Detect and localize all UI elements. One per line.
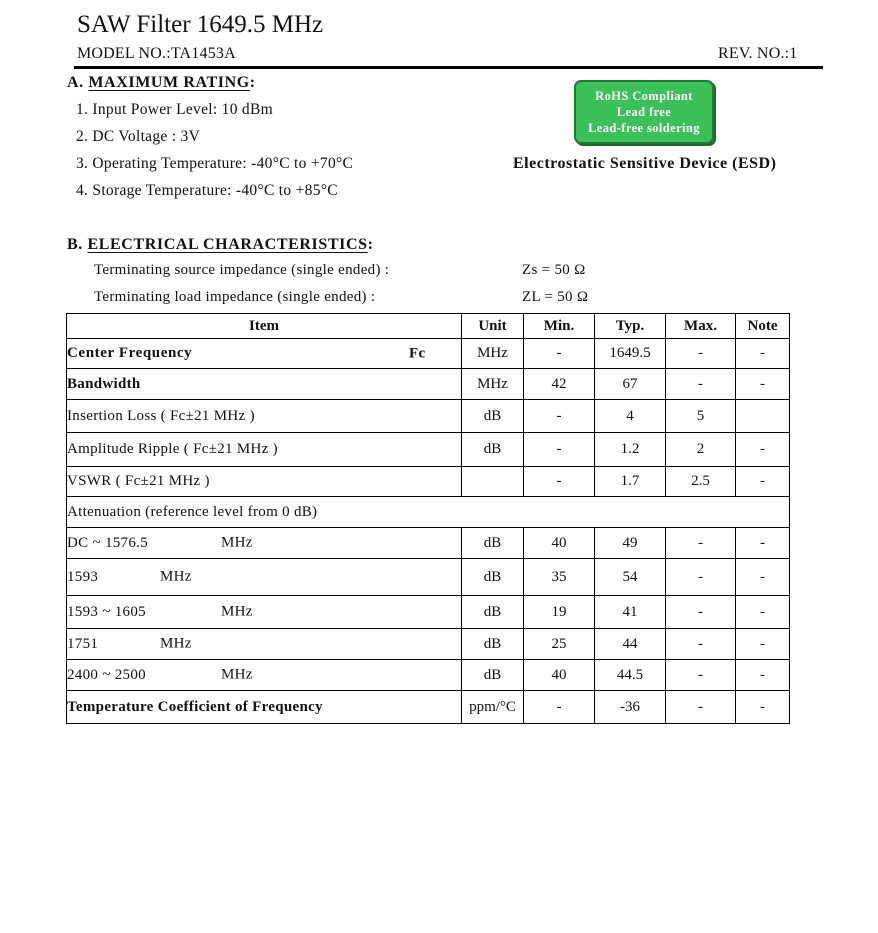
table-row [67,691,790,724]
table-row [67,528,790,559]
center-frequency-max: - [666,339,736,369]
table-row [67,433,790,467]
attenuation-1-mhz: MHz [221,534,253,551]
amplitude-ripple-min: - [524,433,595,467]
attenuation-3-note: - [736,596,790,629]
attenuation-3-unit: dB [462,596,524,629]
amplitude-ripple-unit: dB [462,433,524,467]
insertion-loss-unit: dB [462,400,524,433]
bandwidth-min: 42 [524,369,595,400]
temp-coefficient-note: - [736,691,790,724]
attenuation-5-note: - [736,660,790,691]
attenuation-1-item [67,528,462,559]
attenuation-2-range: 1593 [67,568,99,585]
header-min: Min. [524,314,595,339]
temp-coefficient-min: - [524,691,595,724]
attenuation-1-min: 40 [524,528,595,559]
attenuation-2-item [67,559,462,596]
amplitude-ripple-max: 2 [666,433,736,467]
load-impedance-value: ZL = 50 Ω [522,289,589,305]
attenuation-2-typ: 54 [595,559,666,596]
temp-coefficient-max: - [666,691,736,724]
attenuation-3-range: 1593 ~ 1605 [67,603,146,620]
attenuation-4-typ: 44 [595,629,666,660]
source-impedance-value: Zs = 50 Ω [522,262,586,278]
table-header-row [67,314,790,339]
vswr-note: - [736,467,790,497]
section-a-colon: : [249,74,256,91]
insertion-loss-item: Insertion Loss ( Fc±21 MHz ) [67,400,462,433]
document-title: SAW Filter 1649.5 MHz [77,11,324,38]
center-frequency-typ: 1649.5 [595,339,666,369]
attenuation-4-range: 1751 [67,635,99,652]
table-row [67,596,790,629]
attenuation-1-range: DC ~ 1576.5 [67,534,149,551]
bandwidth-unit: MHz [462,369,524,400]
amplitude-ripple-item: Amplitude Ripple ( Fc±21 MHz ) [67,433,462,467]
attenuation-5-mhz: MHz [221,666,253,683]
temp-coefficient-typ: -36 [595,691,666,724]
attenuation-5-range: 2400 ~ 2500 [67,666,146,683]
header-unit: Unit [462,314,524,339]
attenuation-5-min: 40 [524,660,595,691]
attenuation-1-unit: dB [462,528,524,559]
header-note: Note [736,314,790,339]
attenuation-3-max: - [666,596,736,629]
table-row [67,467,790,497]
table-row [67,400,790,433]
attenuation-2-unit: dB [462,559,524,596]
attenuation-4-mhz: MHz [160,635,192,652]
attenuation-2-mhz: MHz [160,568,192,585]
header-max: Max. [666,314,736,339]
section-b-colon: : [367,236,374,253]
insertion-loss-typ: 4 [595,400,666,433]
attenuation-5-typ: 44.5 [595,660,666,691]
attenuation-4-unit: dB [462,629,524,660]
vswr-unit [462,467,524,497]
attenuation-4-item [67,629,462,660]
attenuation-2-note: - [736,559,790,596]
attenuation-2-max: - [666,559,736,596]
vswr-item: VSWR ( Fc±21 MHz ) [67,467,462,497]
rating-item-dc-voltage: 2. DC Voltage : 3V [76,128,201,145]
section-a-title: MAXIMUM RATING [88,74,250,91]
vswr-max: 2.5 [666,467,736,497]
attenuation-3-item [67,596,462,629]
esd-label: Electrostatic Sensitive Device (ESD) [513,155,777,172]
insertion-loss-min: - [524,400,595,433]
amplitude-ripple-note: - [736,433,790,467]
table-row [67,559,790,596]
electrical-characteristics-table [66,313,790,724]
center-frequency-symbol: Fc [409,345,426,361]
attenuation-1-note: - [736,528,790,559]
center-frequency-note: - [736,339,790,369]
header-item: Item [67,314,462,339]
insertion-loss-max: 5 [666,400,736,433]
attenuation-3-mhz: MHz [221,603,253,620]
vswr-min: - [524,467,595,497]
temp-coefficient-item: Temperature Coefficient of Frequency [67,691,462,724]
attenuation-label: Attenuation (reference level from 0 dB) [67,497,790,528]
attenuation-1-max: - [666,528,736,559]
revision-number: REV. NO.:1 [718,45,798,62]
attenuation-1-typ: 49 [595,528,666,559]
amplitude-ripple-typ: 1.2 [595,433,666,467]
source-impedance-label: Terminating source impedance (single ended) : [94,262,390,278]
section-a-prefix: A. [67,74,89,91]
table-row [67,629,790,660]
temp-coefficient-unit: ppm/°C [462,691,524,724]
section-a-heading [67,74,256,92]
vswr-typ: 1.7 [595,467,666,497]
rohs-line-soldering: Lead-free soldering [588,121,700,135]
attenuation-5-item [67,660,462,691]
section-b-heading [67,236,374,254]
attenuation-4-max: - [666,629,736,660]
section-b-title: ELECTRICAL CHARACTERISTICS [87,236,368,253]
header-divider [74,66,823,69]
center-frequency-item [67,339,462,369]
model-number: MODEL NO.:TA1453A [77,45,236,62]
center-frequency-unit: MHz [462,339,524,369]
header-typ: Typ. [595,314,666,339]
rating-item-storage-temp: 4. Storage Temperature: -40°C to +85°C [76,182,338,199]
insertion-loss-note [736,400,790,433]
table-row [67,339,790,369]
rohs-line-compliant: RoHS Compliant [595,89,693,103]
attenuation-5-max: - [666,660,736,691]
bandwidth-max: - [666,369,736,400]
attenuation-4-min: 25 [524,629,595,660]
bandwidth-note: - [736,369,790,400]
bandwidth-typ: 67 [595,369,666,400]
rohs-badge [574,80,714,144]
center-frequency-min: - [524,339,595,369]
attenuation-3-typ: 41 [595,596,666,629]
table-row [67,660,790,691]
rohs-line-lead-free: Lead free [616,105,672,119]
table-row [67,369,790,400]
bandwidth-item: Bandwidth [67,369,462,400]
section-b-prefix: B. [67,236,88,253]
attenuation-5-unit: dB [462,660,524,691]
attenuation-2-min: 35 [524,559,595,596]
attenuation-4-note: - [736,629,790,660]
table-row [67,497,790,528]
rating-item-input-power: 1. Input Power Level: 10 dBm [76,101,273,118]
attenuation-3-min: 19 [524,596,595,629]
center-frequency-label: Center Frequency [67,345,193,361]
rating-item-operating-temp: 3. Operating Temperature: -40°C to +70°C [76,155,354,172]
load-impedance-label: Terminating load impedance (single ended) : [94,289,376,305]
